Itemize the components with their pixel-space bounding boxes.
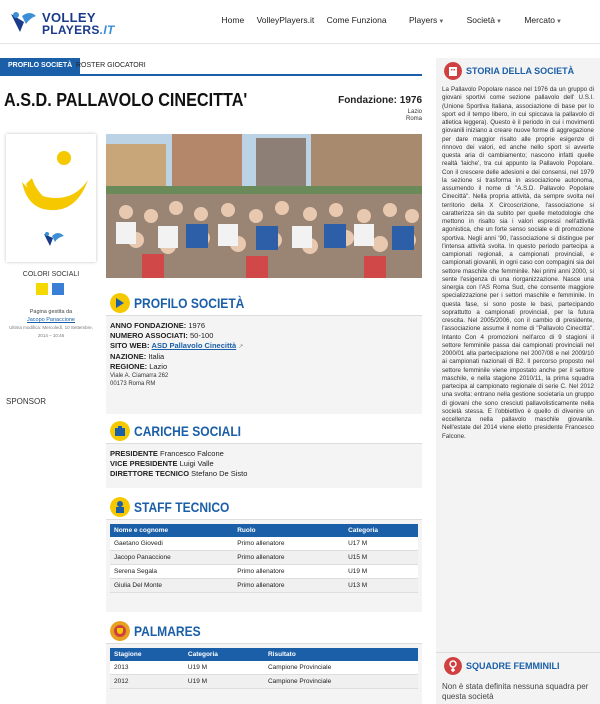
regione-value: Lazio [149, 362, 168, 371]
club-city: Roma [405, 116, 422, 122]
nazione-label: NAZIONE: [110, 352, 147, 361]
coach-icon [110, 497, 130, 517]
logo-suffix: .IT [99, 23, 115, 37]
numero-value: 50-100 [190, 331, 214, 340]
staff-categoria: U17 M [344, 537, 418, 551]
right-sidebar [436, 58, 600, 704]
staff-title: STAFF TECNICO [134, 499, 230, 515]
staff-nome: Gaetano Giovedi [110, 537, 233, 551]
main-nav [212, 15, 563, 25]
nav-come-funziona[interactable]: Come Funziona [326, 15, 387, 25]
tab-roster-giocatori[interactable]: ROSTER GIOCATORI [76, 62, 146, 69]
chevron-down-icon: ▼ [438, 19, 445, 25]
anno-label: ANNO FONDAZIONE: [110, 321, 187, 330]
address-line2: 00173 Roma RM [110, 381, 156, 387]
ultima-modifica: Ultima modifica: Mercoledì, 10 Settembre, 2014 – 10:46 [9, 325, 93, 338]
numero-label: NUMERO ASSOCIATI: [110, 331, 188, 340]
color-swatch-yellow [36, 283, 48, 295]
club-logo-icon [6, 134, 96, 262]
staff-table-header [110, 524, 418, 537]
nav-mercato[interactable] [514, 15, 562, 25]
staff-col-nome: Nome e cognome [110, 524, 233, 537]
sito-web-link[interactable]: ASD Pallavolo Cinecittà [151, 341, 237, 350]
table-row [110, 661, 418, 675]
gestita-label: Pagina gestita da [29, 309, 73, 315]
cariche-title: CARICHE SOCIALI [134, 423, 242, 439]
nav-players[interactable] [399, 15, 444, 25]
team-photo-image [106, 134, 422, 278]
profilo-card-header [106, 290, 422, 316]
briefcase-icon [110, 421, 130, 441]
nav-societa-label: Società [466, 15, 495, 25]
color-swatch-blue [52, 283, 64, 295]
team-photo [106, 134, 422, 278]
storia-header [436, 58, 600, 84]
palmares-card-header [106, 618, 422, 644]
volleyball-icon [110, 293, 130, 313]
profilo-title: PROFILO SOCIETÀ [134, 295, 245, 311]
nav-home[interactable]: Home [221, 15, 245, 25]
anno-value: 1976 [188, 321, 206, 330]
sponsor-title: SPONSOR [6, 397, 47, 406]
storia-text: La Pallavolo Popolare nasce nel 1976 da un gruppo di giovani sportivi come sezione pallavolo dell' U.S.I. (Unione Sportiva Italiana, associazione di base per lo sport ed il tempo libero, in cui spiccava la pallavolo di atletica leggera). Questo è il periodo in cui i movimenti giovanili iniziano a creare nuove forme di aggregazione per dare maggior risalto alle proprie esigenze di rinnovo dei valori, ed anche nello sport si avverte questa aria di cambiamento; nascono infatti quelle realtà 'laiche', tra cui appunto la Pallavolo Popolare. Con il crescere delle adesioni e dei consensi, nel 1979 la sezione si trasforma in associazione autonoma, assumendo il nome di "A.S.D. Pallavolo Popolare Cinecittà". Nella propria attività, da sempre svolta nel territorio della X Circoscrizione, l'associazione si caratterizza sin da subito per quelle metodologie che mettono in risalto sia i valori espressi nell'attività agonistica, che un forte senso sociale e di promozione sportiva. Negli anni '90, l'associazione si distingue per l'intensa attività svolta. In questo periodo partecipa a campionati regionali, a campionati provinciali, e campionati giovanili, in ogni caso con compagini sia del settore maschile che femminile. Nei primi anni 2000, si sente l'esigenza di una riorganizzazione. Nasce una sinergia con l'AS Roma Sud, che consente maggiore specializzazione per i settori maschile e femminile. In questa fase, si sono poste le basi, partecipando soprattutto a campionati provinciali, per la futura crescita. Nel 2005/2006, con il cambio di presidente, l'associazione assume il nome di "Pallavolo Cinecittà". Intanto Con 4 promozioni nell'arco di 9 stagioni il settore femminile passa dai campionati provinciali nel 2000/01 alla partecipazione nel 2007/08 e nel 2009/10 ai campionati nazionali di B2. Il percorso proposto nel settore femminile viene impostato anche per il settore maschile, e nella stagione 2010/11, la prima squadra partecipa al campionato regionale di serie C. Nel 2012 una svolta: entrano nella gestione societaria un gruppo di giovani che sono cresciuti pallavolisticamente nella società stessa. E l'obbiettivo è quello di divenire un eccellenza nella pallavolo maschile giovanile. Nell'estate del 2014 viene eletto presidente Francesco Falcone. [442, 86, 594, 440]
staff-table [110, 524, 418, 593]
direttore-label: DIRETTORE TECNICO [110, 469, 190, 478]
staff-card [106, 494, 422, 612]
staff-categoria: U19 M [344, 565, 418, 579]
address-line1: Viale A. Ciamarra 262 [110, 373, 169, 379]
palmares-table [110, 648, 418, 689]
palmares-stagione: 2013 [110, 661, 184, 675]
staff-table-wrap [106, 520, 422, 597]
trophy-icon [110, 621, 130, 641]
building-icon [444, 62, 462, 80]
nav-mercato-label: Mercato [524, 15, 556, 25]
palmares-table-wrap [106, 644, 422, 693]
nav-volleyplayers[interactable]: VolleyPlayers.it [256, 15, 315, 25]
chevron-down-icon: ▼ [496, 19, 502, 25]
volleyplayers-logo-icon [8, 8, 38, 38]
palmares-risultato: Campione Provinciale [264, 675, 418, 689]
regione-label: REGIONE: [110, 362, 148, 371]
logo-line1: VOLLEY [42, 10, 96, 25]
profilo-details [106, 316, 422, 393]
palmares-categoria: U19 M [184, 661, 264, 675]
cariche-details [106, 444, 422, 484]
table-row [110, 551, 418, 565]
palmares-card [106, 618, 422, 704]
table-row [110, 579, 418, 593]
staff-ruolo: Primo allenatore [233, 551, 344, 565]
nav-players-label: Players [408, 15, 438, 25]
palmares-col-risultato: Risultato [264, 648, 418, 661]
presidente-label: PRESIDENTE [110, 449, 158, 458]
page-title: A.S.D. PALLAVOLO CINECITTA' [4, 90, 248, 110]
direttore-value: Stefano De Sisto [191, 469, 248, 478]
nav-societa[interactable] [457, 15, 502, 25]
staff-categoria: U13 M [344, 579, 418, 593]
palmares-risultato: Campione Provinciale [264, 661, 418, 675]
site-logo[interactable] [8, 8, 158, 38]
vice-label: VICE PRESIDENTE [110, 459, 178, 468]
cariche-card-header [106, 418, 422, 444]
staff-col-ruolo: Ruolo [233, 524, 344, 537]
profile-tabs [0, 58, 422, 76]
palmares-stagione: 2012 [110, 675, 184, 689]
staff-ruolo: Primo allenatore [233, 565, 344, 579]
table-row [110, 675, 418, 689]
female-team-icon [444, 657, 462, 675]
squadre-text: Non è stata definita nessuna squadra per questa società [442, 682, 589, 701]
palmares-col-categoria: Categoria [184, 648, 264, 661]
vice-value: Luigi Valle [179, 459, 214, 468]
club-region: Lazio [407, 109, 422, 115]
nazione-value: Italia [148, 352, 165, 361]
external-link-icon: ↗ [238, 344, 244, 350]
gestita-user-link[interactable]: Jacopo Panaccione [26, 317, 75, 323]
club-logo [6, 134, 96, 262]
staff-ruolo: Primo allenatore [233, 537, 344, 551]
palmares-col-stagione: Stagione [110, 648, 184, 661]
staff-nome: Jacopo Panaccione [110, 551, 233, 565]
staff-ruolo: Primo allenatore [233, 579, 344, 593]
palmares-title: PALMARES [134, 623, 201, 639]
tab-profilo-societa[interactable]: PROFILO SOCIETÀ [0, 58, 80, 74]
staff-card-header [106, 494, 422, 520]
site-header [0, 0, 600, 44]
palmares-table-header [110, 648, 418, 661]
table-row [110, 565, 418, 579]
logo-line2 [42, 23, 115, 37]
storia-title: STORIA DELLA SOCIETÀ [466, 66, 575, 76]
palmares-categoria: U19 M [184, 675, 264, 689]
presidente-value: Francesco Falcone [160, 449, 224, 458]
fondazione-year: Fondazione: 1976 [338, 95, 422, 106]
cariche-card [106, 418, 422, 488]
squadre-title: SQUADRE FEMMINILI [466, 661, 560, 671]
profilo-card [106, 290, 422, 414]
staff-nome: Serena Segala [110, 565, 233, 579]
page-manager-info [6, 308, 96, 340]
staff-nome: Giulia Del Monte [110, 579, 233, 593]
staff-categoria: U15 M [344, 551, 418, 565]
squadre-header [436, 652, 600, 678]
table-row [110, 537, 418, 551]
sito-label: SITO WEB: [110, 341, 150, 350]
logo-line2-main: PLAYERS [42, 23, 100, 37]
chevron-down-icon: ▼ [556, 19, 562, 25]
colori-sociali-title: COLORI SOCIALI [22, 271, 80, 278]
staff-col-categoria: Categoria [344, 524, 418, 537]
